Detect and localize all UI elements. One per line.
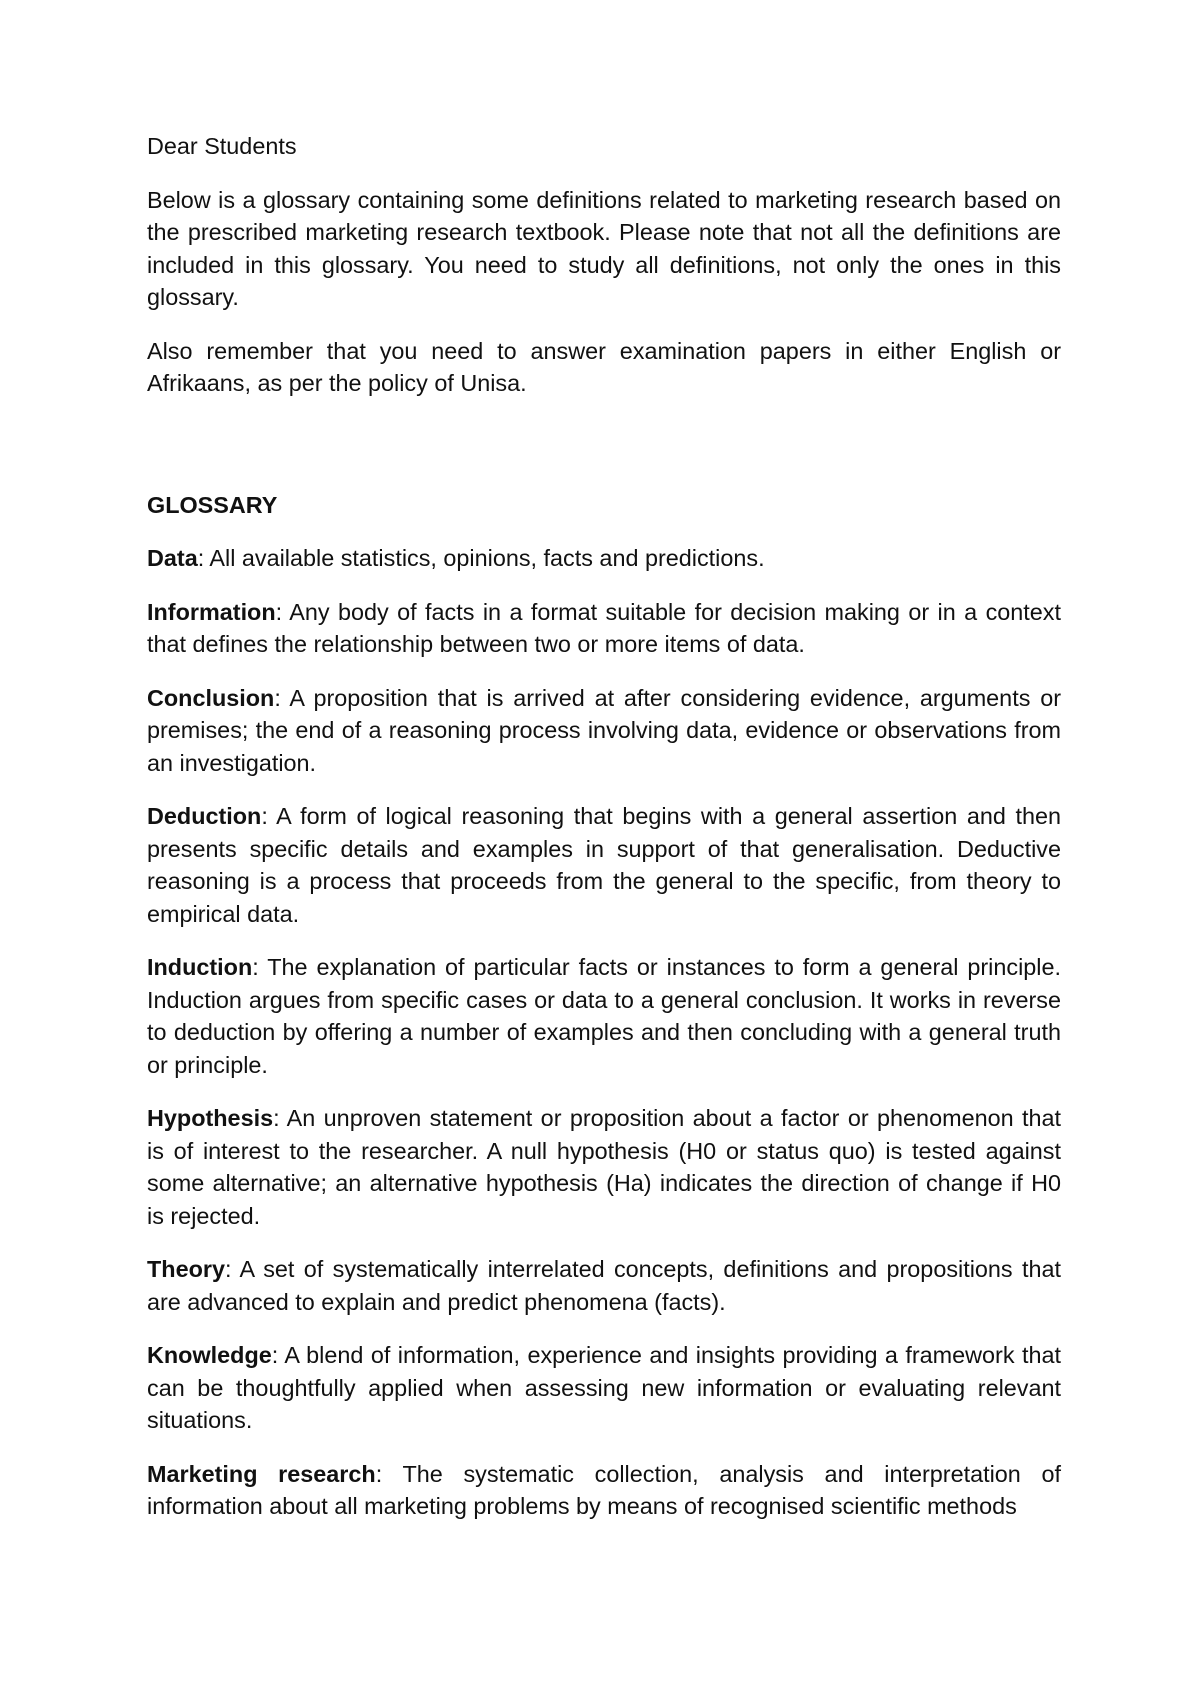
glossary-entry-knowledge xyxy=(147,1339,1061,1437)
glossary-entry-data xyxy=(147,542,1061,575)
glossary-entry-marketing-research xyxy=(147,1458,1061,1523)
glossary-term: Conclusion xyxy=(147,684,275,711)
glossary-entry-theory xyxy=(147,1253,1061,1318)
glossary-definition: : A set of systematically interrelated concepts, definitions and propositions that are advanced to explain and predict phenomena (facts). xyxy=(147,1256,1061,1315)
glossary-definition: : A blend of information, experience and insights providing a framework that can be thoughtfully applied when assessing new information or evaluating relevant situations. xyxy=(147,1342,1061,1433)
glossary-entry-conclusion xyxy=(147,682,1061,780)
glossary-definition: : All available statistics, opinions, facts and predictions. xyxy=(197,545,765,571)
glossary-term: Marketing research xyxy=(147,1460,376,1487)
glossary-heading: GLOSSARY xyxy=(147,491,278,518)
glossary-definition: : Any body of facts in a format suitable for decision making or in a context that defines the relationship between two or more items of data. xyxy=(147,598,1061,657)
glossary-entry-hypothesis xyxy=(147,1102,1061,1232)
glossary-term: Information xyxy=(147,598,276,625)
glossary-entry-deduction xyxy=(147,800,1061,930)
glossary-definition: : The systematic collection, analysis and interpretation of information about all marketing problems by means of recognised scientific methods xyxy=(147,1460,1062,1519)
section-spacer xyxy=(147,421,1061,489)
glossary-term: Induction xyxy=(147,954,253,980)
language-policy-paragraph: Also remember that you need to answer examination papers in either English or Afrikaans, as per the policy of Unisa. xyxy=(147,337,1061,396)
glossary-term: Knowledge xyxy=(147,1342,272,1368)
glossary-definition: : A proposition that is arrived at after considering evidence, arguments or premises; the end of a reasoning process involving data, evidence or observations from an investigation. xyxy=(147,684,1061,776)
document-page xyxy=(147,130,1061,1523)
glossary-definition: : A form of logical reasoning that begins with a general assertion and then presents specific details and examples in support of that generalisation. Deductive reasoning is a process that proceeds from the general to the specific, from theory to empirical data. xyxy=(147,803,1061,927)
glossary-definition: : The explanation of particular facts or instances to form a general principle. Induction argues from specific cases or data to a general conclusion. It works in reverse to deduction by offering a number of examples and then concluding with a general truth or principle. xyxy=(147,954,1061,1078)
glossary-entry-information xyxy=(147,596,1061,661)
greeting: Dear Students xyxy=(147,133,297,159)
glossary-entry-induction xyxy=(147,951,1061,1081)
glossary-term: Data xyxy=(147,545,198,571)
glossary-term: Hypothesis xyxy=(147,1105,274,1131)
glossary-term: Theory xyxy=(147,1256,225,1282)
intro-paragraph: Below is a glossary containing some definitions related to marketing research based on the prescribed marketing research textbook. Please note that not all the definitions are included in this glossary. You need to study all definitions, not only the ones in this glossary. xyxy=(147,186,1061,310)
glossary-term: Deduction xyxy=(147,803,262,829)
glossary-definition: : An unproven statement or proposition about a factor or phenomenon that is of interest to the researcher. A null hypothesis (H0 or status quo) is tested against some alternative; an alternative hypothesis (Ha) indicates the direction of change if H0 is rejected. xyxy=(147,1105,1061,1229)
